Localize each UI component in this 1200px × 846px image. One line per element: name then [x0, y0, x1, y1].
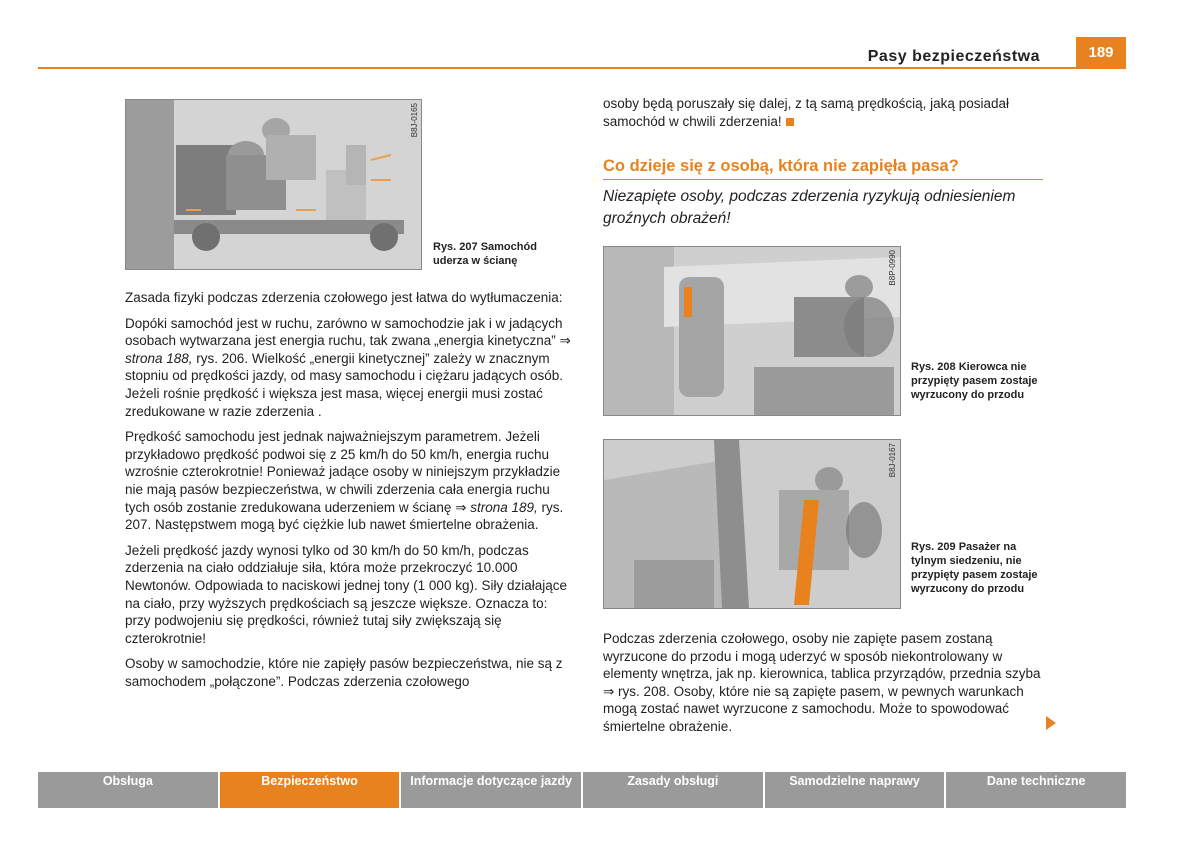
- figure-208-illustration: [603, 246, 901, 416]
- figure-208-caption: Rys. 208 Kierowca nie przypięty pasem zostaje wyrzucony do przodu: [911, 361, 1038, 401]
- figure-209-code: B8J-0167: [888, 443, 897, 478]
- figure-207-caption: Rys. 207 Samochód uderza w ścianę: [433, 241, 537, 267]
- right-text-top: [603, 95, 1043, 138]
- right-text-bottom: [603, 630, 1043, 744]
- page-number: 189: [1076, 37, 1126, 67]
- paragraph: Podczas zderzenia czołowego, osoby nie zapięte pasem zostaną wyrzucone do przodu i mogą uderzyć w sposób niekontrolowany w elementy wnętrza, jak np. kierownica, tablica przyrządów, przednia szyba ⇒ rys. 208. Osoby, które nie są zapięte pasem, w pewnych warunkach mogą zostać nawet wyrzucone z samochodu. Może to spowodować śmiertelne obrażenie.: [603, 631, 1041, 734]
- paragraph: osoby będą poruszały się dalej, z tą samą prędkością, jaką posiadał samochód w chwili zderzenia!: [603, 96, 1009, 129]
- section-heading: Co dzieje się z osobą, która nie zapięła pasa?: [603, 157, 1043, 180]
- chapter-navigation: [38, 772, 1126, 808]
- header-rule: [38, 67, 1126, 69]
- figure-209-caption: Rys. 209 Pasażer na tylnym siedzeniu, nie przypięty pasem zostaje wyrzucony do przodu: [911, 541, 1038, 595]
- cross-reference[interactable]: strona 189,: [470, 499, 538, 515]
- continue-arrow-icon[interactable]: [1046, 716, 1056, 730]
- left-text-column: [125, 289, 575, 698]
- figure-208-code: B8P-0990: [888, 250, 897, 286]
- tab-samodzielne-naprawy[interactable]: Samodzielne naprawy: [765, 772, 945, 808]
- paragraph: Jeżeli prędkość jazdy wynosi tylko od 30 km/h do 50 km/h, podczas zderzenia na ciało oddziałuje siła, która może przekroczyć 10.000 Newtonów. Odpowiada to naciskowi jednej tony (1 000 kg). Siły działające na ciało, przy wyższych prędkościach są jeszcze większe. Oznacza to: przy podwojeniu się prędkości, również tutaj siły zwiększają się czterokrotnie!: [125, 542, 567, 646]
- paragraph: Prędkość samochodu jest jednak najważniejszym parametrem. Jeżeli przykładowo prędkość podwoi się z 25 km/h do 50 km/h, energia ruchu wzrośnie czterokrotnie! Ponieważ jadące osoby w niniejszym przykładzie nie mają pasów bezpieczeństwa, w chwili zderzenia cała energia ruchu tych osób zostanie zredukowana uderzeniem w ścianę ⇒ strona 189, rys. 207. Następstwem mogą być ciężkie lub nawet śmiertelne obrażenia.: [125, 429, 564, 533]
- cross-reference[interactable]: strona 188,: [125, 350, 193, 366]
- tab-dane-techniczne[interactable]: Dane techniczne: [946, 772, 1126, 808]
- tab-bezpieczenstwo[interactable]: Bezpieczeństwo: [220, 772, 400, 808]
- paragraph: Zasada fizyki podczas zderzenia czołowego jest łatwa do wytłumaczenia:: [125, 290, 563, 305]
- tab-informacje-dotyczace-jazdy[interactable]: Informacje dotyczące jazdy: [401, 772, 581, 808]
- end-of-section-marker: [786, 118, 794, 126]
- running-header-title: Pasy bezpieczeństwa: [867, 48, 1040, 65]
- paragraph: Osoby w samochodzie, które nie zapięły pasów bezpieczeństwa, nie są z samochodem „połączone”. Podczas zderzenia czołowego: [125, 656, 563, 689]
- figure-207-illustration: [125, 99, 422, 270]
- section-lead: Niezapięte osoby, podczas zderzenia ryzykują odniesieniem groźnych obrażeń!: [603, 188, 1016, 227]
- paragraph: Dopóki samochód jest w ruchu, zarówno w samochodzie jak i w jadących osobach wytwarzana jest energia ruchu, tak zwana „energia kinetyczna” ⇒ strona 188, rys. 206. Wielkość „energii kinetycznej” zależy w znacznym stopniu od prędkości jazdy, od masy samochodu i ciężaru jadących osób. Jeżeli rośnie prędkość i większa jest masa, więcej energii musi zostać zredukowane w razie zderzenia .: [125, 315, 571, 419]
- figure-207-code: B8J-0165: [410, 103, 419, 138]
- figure-209-illustration: [603, 439, 901, 609]
- tab-zasady-obslugi[interactable]: Zasady obsługi: [583, 772, 763, 808]
- tab-obsluga[interactable]: Obsługa: [38, 772, 218, 808]
